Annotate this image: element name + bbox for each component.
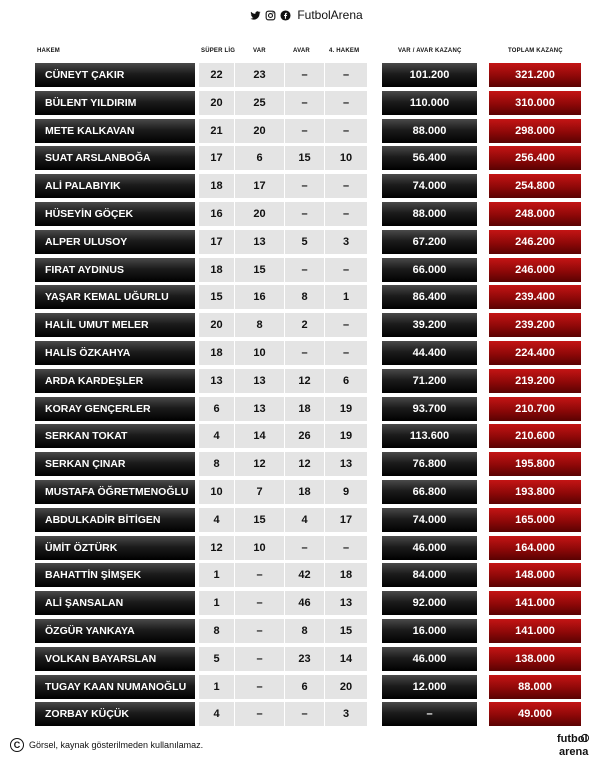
var-avar-earnings: 71.200 (382, 369, 477, 393)
total-earnings: 254.800 (489, 174, 581, 198)
table-row (0, 119, 613, 147)
fourth-referee-count: – (325, 258, 368, 282)
total-earnings: 256.400 (489, 146, 581, 170)
referee-name: BAHATTİN ŞİMŞEK (35, 563, 195, 587)
super-lig-count: 10 (199, 480, 235, 504)
avar-count: 12 (285, 452, 325, 476)
referee-name: BÜLENT YILDIRIM (35, 91, 195, 115)
var-count: 8 (235, 313, 285, 337)
header-referee: HAKEM (37, 48, 60, 54)
var-avar-earnings: 93.700 (382, 397, 477, 421)
fourth-referee-count: 17 (325, 508, 368, 532)
fourth-referee-count: – (325, 202, 368, 226)
avar-count: 12 (285, 369, 325, 393)
super-lig-count: 1 (199, 591, 235, 615)
var-avar-earnings: 101.200 (382, 63, 477, 87)
referee-name: ALİ PALABIYIK (35, 174, 195, 198)
table-row (0, 397, 613, 425)
fourth-referee-count: – (325, 536, 368, 560)
header-avar: AVAR (293, 48, 310, 54)
var-avar-earnings: 46.000 (382, 647, 477, 671)
total-earnings: 239.200 (489, 313, 581, 337)
var-count: 17 (235, 174, 285, 198)
avar-count: 5 (285, 230, 325, 254)
total-earnings: 164.000 (489, 536, 581, 560)
super-lig-count: 16 (199, 202, 235, 226)
table-row (0, 341, 613, 369)
table-row (0, 174, 613, 202)
super-lig-count: 20 (199, 91, 235, 115)
var-avar-earnings: 66.000 (382, 258, 477, 282)
var-avar-earnings: 12.000 (382, 675, 477, 699)
var-count: 25 (235, 91, 285, 115)
fourth-referee-count: – (325, 341, 368, 365)
var-count: 10 (235, 341, 285, 365)
fourth-referee-count: 10 (325, 146, 368, 170)
avar-count: 6 (285, 675, 325, 699)
var-count: – (235, 702, 285, 726)
var-count: 16 (235, 285, 285, 309)
total-earnings: 141.000 (489, 619, 581, 643)
fourth-referee-count: – (325, 63, 368, 87)
referee-name: ABDULKADİR BİTİGEN (35, 508, 195, 532)
avar-count: – (285, 258, 325, 282)
avar-count: – (285, 119, 325, 143)
super-lig-count: 13 (199, 369, 235, 393)
table-row (0, 369, 613, 397)
instagram-icon[interactable] (265, 10, 276, 21)
super-lig-count: 20 (199, 313, 235, 337)
super-lig-count: 4 (199, 702, 235, 726)
table-row (0, 313, 613, 341)
var-avar-earnings: 110.000 (382, 91, 477, 115)
var-avar-earnings: 88.000 (382, 119, 477, 143)
var-count: – (235, 563, 285, 587)
fourth-referee-count: 19 (325, 424, 368, 448)
var-avar-earnings: 86.400 (382, 285, 477, 309)
var-avar-earnings: 92.000 (382, 591, 477, 615)
super-lig-count: 17 (199, 146, 235, 170)
table-row (0, 480, 613, 508)
brand-header (0, 6, 613, 24)
super-lig-count: 1 (199, 563, 235, 587)
var-avar-earnings: 76.800 (382, 452, 477, 476)
var-avar-earnings: 84.000 (382, 563, 477, 587)
fourth-referee-count: 14 (325, 647, 368, 671)
header-super-lig: SÜPER LİG (201, 48, 236, 54)
total-earnings: 148.000 (489, 563, 581, 587)
avar-count: 18 (285, 397, 325, 421)
facebook-icon[interactable] (280, 10, 291, 21)
table-row (0, 702, 613, 730)
header-fourth-referee: 4. HAKEM (329, 48, 360, 54)
super-lig-count: 8 (199, 619, 235, 643)
var-count: 13 (235, 369, 285, 393)
referee-name: MUSTAFA ÖĞRETMENOĞLU (35, 480, 195, 504)
brand-name: FutbolArena (297, 8, 363, 22)
referee-name: YAŞAR KEMAL UĞURLU (35, 285, 195, 309)
referee-name: SERKAN TOKAT (35, 424, 195, 448)
table-row (0, 647, 613, 675)
table-row (0, 146, 613, 174)
var-avar-earnings: 66.800 (382, 480, 477, 504)
super-lig-count: 17 (199, 230, 235, 254)
table-row (0, 202, 613, 230)
referee-name: HALİL UMUT MELER (35, 313, 195, 337)
logo-line2: arena (559, 746, 589, 758)
referee-name: HALİS ÖZKAHYA (35, 341, 195, 365)
total-earnings: 141.000 (489, 591, 581, 615)
referee-name: SUAT ARSLANBOĞA (35, 146, 195, 170)
super-lig-count: 21 (199, 119, 235, 143)
var-count: 6 (235, 146, 285, 170)
table-row (0, 91, 613, 119)
var-avar-earnings: 46.000 (382, 536, 477, 560)
var-count: 7 (235, 480, 285, 504)
super-lig-count: 5 (199, 647, 235, 671)
header-total-earnings: TOPLAM KAZANÇ (508, 48, 563, 54)
var-count: – (235, 647, 285, 671)
super-lig-count: 4 (199, 508, 235, 532)
total-earnings: 239.400 (489, 285, 581, 309)
table-row (0, 424, 613, 452)
total-earnings: 248.000 (489, 202, 581, 226)
var-count: 23 (235, 63, 285, 87)
avar-count: 8 (285, 285, 325, 309)
super-lig-count: 1 (199, 675, 235, 699)
twitter-icon[interactable] (250, 10, 261, 21)
total-earnings: 219.200 (489, 369, 581, 393)
referee-name: HÜSEYİN GÖÇEK (35, 202, 195, 226)
fourth-referee-count: 18 (325, 563, 368, 587)
fourth-referee-count: 3 (325, 230, 368, 254)
avar-count: 42 (285, 563, 325, 587)
fourth-referee-count: – (325, 91, 368, 115)
referee-name: VOLKAN BAYARSLAN (35, 647, 195, 671)
fourth-referee-count: 13 (325, 452, 368, 476)
footer-text: Görsel, kaynak gösterilmeden kullanılamaz. (29, 740, 204, 750)
fourth-referee-count: 20 (325, 675, 368, 699)
var-count: – (235, 619, 285, 643)
super-lig-count: 22 (199, 63, 235, 87)
avar-count: – (285, 91, 325, 115)
table-row (0, 508, 613, 536)
var-avar-earnings: 74.000 (382, 174, 477, 198)
table-header (0, 48, 613, 60)
referee-name: ZORBAY KÜÇÜK (35, 702, 195, 726)
total-earnings: 224.400 (489, 341, 581, 365)
fourth-referee-count: 9 (325, 480, 368, 504)
fourth-referee-count: 15 (325, 619, 368, 643)
var-avar-earnings: 56.400 (382, 146, 477, 170)
var-avar-earnings: 67.200 (382, 230, 477, 254)
total-earnings: 49.000 (489, 702, 581, 726)
referee-name: SERKAN ÇINAR (35, 452, 195, 476)
var-count: – (235, 591, 285, 615)
avar-count: – (285, 702, 325, 726)
var-count: 14 (235, 424, 285, 448)
referee-table (0, 63, 613, 730)
var-avar-earnings: – (382, 702, 477, 726)
table-row (0, 285, 613, 313)
super-lig-count: 15 (199, 285, 235, 309)
copyright-icon: C (10, 738, 24, 752)
referee-name: KORAY GENÇERLER (35, 397, 195, 421)
avar-count: – (285, 536, 325, 560)
avar-count: 15 (285, 146, 325, 170)
var-count: 15 (235, 508, 285, 532)
super-lig-count: 18 (199, 174, 235, 198)
var-count: 12 (235, 452, 285, 476)
total-earnings: 138.000 (489, 647, 581, 671)
referee-name: FIRAT AYDINUS (35, 258, 195, 282)
header-var: VAR (253, 48, 266, 54)
logo-line1: futbol (557, 733, 588, 745)
fourth-referee-count: 3 (325, 702, 368, 726)
table-row (0, 563, 613, 591)
futbolarena-logo (555, 728, 607, 760)
table-row (0, 619, 613, 647)
var-avar-earnings: 39.200 (382, 313, 477, 337)
footer-notice (10, 738, 203, 752)
avar-count: 26 (285, 424, 325, 448)
total-earnings: 165.000 (489, 508, 581, 532)
avar-count: – (285, 341, 325, 365)
var-count: 20 (235, 119, 285, 143)
avar-count: 2 (285, 313, 325, 337)
var-avar-earnings: 113.600 (382, 424, 477, 448)
total-earnings: 88.000 (489, 675, 581, 699)
fourth-referee-count: 6 (325, 369, 368, 393)
referee-name: ÖZGÜR YANKAYA (35, 619, 195, 643)
header-var-avar-earnings: VAR / AVAR KAZANÇ (398, 48, 462, 54)
avar-count: 23 (285, 647, 325, 671)
fourth-referee-count: 1 (325, 285, 368, 309)
avar-count: 18 (285, 480, 325, 504)
fourth-referee-count: – (325, 174, 368, 198)
referee-name: ALİ ŞANSALAN (35, 591, 195, 615)
referee-name: ALPER ULUSOY (35, 230, 195, 254)
fourth-referee-count: 13 (325, 591, 368, 615)
avar-count: 46 (285, 591, 325, 615)
referee-name: ÜMİT ÖZTÜRK (35, 536, 195, 560)
var-avar-earnings: 16.000 (382, 619, 477, 643)
total-earnings: 210.700 (489, 397, 581, 421)
total-earnings: 310.000 (489, 91, 581, 115)
total-earnings: 246.200 (489, 230, 581, 254)
total-earnings: 193.800 (489, 480, 581, 504)
table-row (0, 258, 613, 286)
table-row (0, 536, 613, 564)
referee-name: TUGAY KAAN NUMANOĞLU (35, 675, 195, 699)
avar-count: 8 (285, 619, 325, 643)
var-avar-earnings: 88.000 (382, 202, 477, 226)
total-earnings: 298.000 (489, 119, 581, 143)
total-earnings: 210.600 (489, 424, 581, 448)
referee-name: CÜNEYT ÇAKIR (35, 63, 195, 87)
fourth-referee-count: – (325, 119, 368, 143)
super-lig-count: 6 (199, 397, 235, 421)
super-lig-count: 18 (199, 341, 235, 365)
total-earnings: 321.200 (489, 63, 581, 87)
super-lig-count: 12 (199, 536, 235, 560)
total-earnings: 246.000 (489, 258, 581, 282)
var-count: 13 (235, 397, 285, 421)
referee-name: METE KALKAVAN (35, 119, 195, 143)
table-row (0, 591, 613, 619)
avar-count: – (285, 202, 325, 226)
avar-count: – (285, 63, 325, 87)
referee-name: ARDA KARDEŞLER (35, 369, 195, 393)
table-row (0, 63, 613, 91)
super-lig-count: 8 (199, 452, 235, 476)
var-count: 15 (235, 258, 285, 282)
var-count: 20 (235, 202, 285, 226)
var-count: 10 (235, 536, 285, 560)
table-row (0, 452, 613, 480)
total-earnings: 195.800 (489, 452, 581, 476)
avar-count: 4 (285, 508, 325, 532)
table-row (0, 230, 613, 258)
var-avar-earnings: 74.000 (382, 508, 477, 532)
var-avar-earnings: 44.400 (382, 341, 477, 365)
super-lig-count: 18 (199, 258, 235, 282)
fourth-referee-count: – (325, 313, 368, 337)
avar-count: – (285, 174, 325, 198)
super-lig-count: 4 (199, 424, 235, 448)
table-row (0, 675, 613, 703)
var-count: – (235, 675, 285, 699)
var-count: 13 (235, 230, 285, 254)
fourth-referee-count: 19 (325, 397, 368, 421)
